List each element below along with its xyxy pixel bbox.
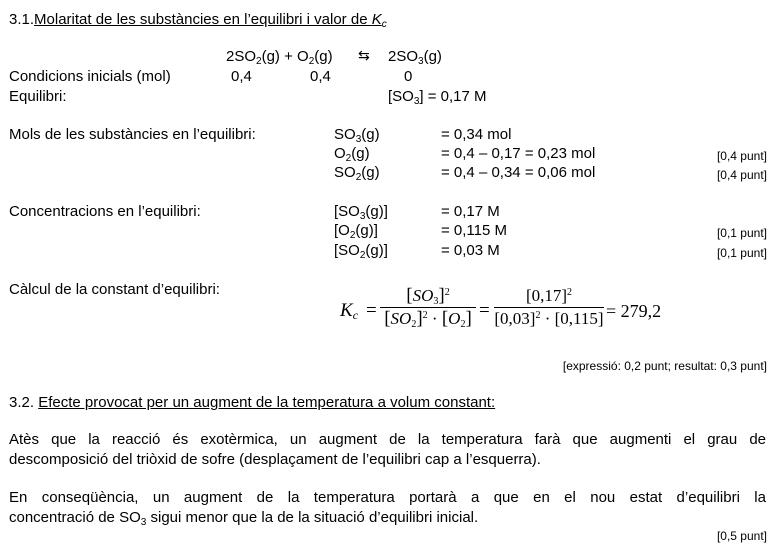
fraction-bar	[494, 307, 604, 308]
points-annotation: [0,4 punt]	[716, 149, 767, 163]
points-annotation: [0,5 punt]	[716, 529, 767, 543]
section-1-number: 3.1.	[9, 11, 35, 28]
conc-value: = 0,03 M	[441, 242, 500, 259]
kc-numeric-denominator: $[0,03]^2 \cdot [0,115]$	[494, 309, 604, 328]
section-2-number: 3.2.	[9, 394, 35, 411]
fraction-bar	[380, 307, 476, 308]
conc-species: $[O_2(g)]$	[334, 222, 378, 241]
initial-value-so2: 0,4	[231, 68, 252, 85]
section-1-heading	[9, 11, 387, 29]
conc-species: $[SO_2(g)]$	[334, 242, 388, 261]
section-1-title: Molaritat de les substàncies en l’equilibri i valor de $K_c$	[34, 11, 387, 30]
points-annotation: [0,4 punt]	[716, 168, 767, 182]
moles-value: = 0,34 mol	[441, 126, 512, 143]
kc-symbol: $K_c$	[340, 300, 359, 322]
kc-numeric-fraction	[494, 286, 604, 329]
equilibrium-arrow-icon: ⇆	[358, 48, 370, 64]
equilibrium-value: $[SO_3] = 0,17$ M	[388, 88, 487, 107]
moles-species: $SO_2(g)$	[334, 164, 380, 183]
points-annotation: [expressió: 0,2 punt; resultat: 0,3 punt]	[562, 359, 767, 373]
kc-numeric-numerator: $[0,17]^2$	[525, 286, 573, 305]
conc-species: $[SO_3(g)]$	[334, 203, 388, 222]
kc-expression-numerator: $[SO_3]^2$	[406, 285, 450, 307]
kc-result: = 279,2	[606, 301, 662, 321]
equilibrium-label: Equilibri:	[9, 88, 67, 105]
initial-value-so3: 0	[404, 68, 413, 85]
equals-sign: =	[366, 300, 377, 321]
reaction-product: $2SO_3(g)$	[388, 48, 442, 67]
moles-species: $O_2(g)$	[334, 145, 370, 164]
concentrations-label: Concentracions en l’equilibri:	[9, 203, 201, 220]
paragraph-1-line-1: Atès que la reacció és exotèrmica, un augment de la temperatura farà que augmenti el grau de	[9, 431, 766, 448]
points-annotation: [0,1 punt]	[716, 246, 767, 260]
kc-expression-fraction	[380, 286, 476, 329]
paragraph-1-line-2: descomposició del triòxid de sofre (desplaçament de l’equilibri cap a l’esquerra).	[9, 451, 541, 468]
conc-value: = 0,17 M	[441, 203, 500, 220]
moles-value: = 0,4 – 0,17 = 0,23 mol	[441, 145, 596, 162]
paragraph-2-line-2: concentració de $SO_3$ sigui menor que la de la situació d’equilibri inicial.	[9, 509, 479, 528]
reaction-equation: $2SO_2(g) + O_2(g)$	[226, 48, 333, 67]
kc-expression-denominator: $[SO_2]^2 \cdot [O_2]$	[384, 308, 472, 330]
moles-label: Mols de les substàncies en l’equilibri:	[9, 126, 256, 143]
paragraph-2-line-1: En conseqüència, un augment de la temperatura portarà a que en el nou estat d’equilibri la	[9, 489, 766, 506]
points-annotation: [0,1 punt]	[716, 226, 767, 240]
initial-value-o2: 0,4	[310, 68, 331, 85]
initial-conditions-label: Condicions inicials (mol)	[9, 68, 171, 85]
moles-value: = 0,4 – 0,34 = 0,06 mol	[441, 164, 596, 181]
moles-species: $SO_3(g)$	[334, 126, 380, 145]
section-2-heading	[9, 394, 495, 412]
section-2-title: Efecte provocat per un augment de la temperatura a volum constant:	[38, 394, 496, 411]
equals-sign: =	[479, 300, 490, 321]
calculation-label: Càlcul de la constant d’equilibri:	[9, 281, 220, 298]
conc-value: = 0,115 M	[441, 222, 508, 239]
